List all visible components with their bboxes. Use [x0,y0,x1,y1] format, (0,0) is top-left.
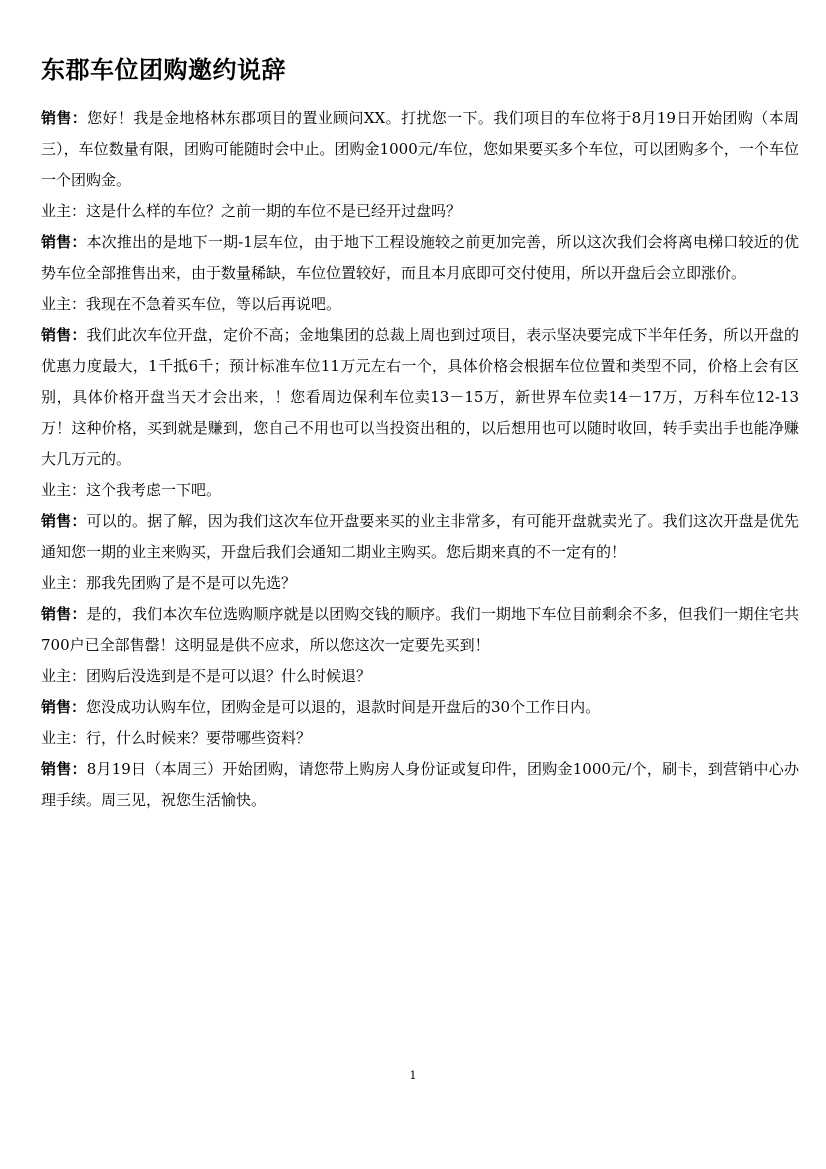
dialogue-line [41,289,799,320]
speaker-label: 业主： [41,481,87,499]
speaker-label: 业主： [41,667,87,685]
dialogue-text: 这是什么样的车位？之前一期的车位不是已经开过盘吗？ [86,202,462,220]
speaker-label: 销售： [41,109,88,127]
dialogue-text: 您好！我是金地格林东郡项目的置业顾问XX。打扰您一下。我们项目的车位将于8月19日开始团购（本周三），车位数量有限，团购可能随时会中止。团购金1000元/车位，您如果要买多个车位，可以团购多个，一个车位一个团购金。 [41,109,799,189]
speaker-label: 业主： [41,729,87,747]
dialogue-line [41,320,799,475]
dialogue-line [41,661,799,692]
dialogue-line [41,103,799,196]
dialogue-line [41,196,799,227]
page-number: 1 [409,1069,417,1082]
speaker-label: 销售： [41,512,87,530]
dialogue-text: 您没成功认购车位，团购金是可以退的，退款时间是开盘后的30个工作日内。 [86,698,601,716]
dialogue-text: 我们此次车位开盘，定价不高；金地集团的总裁上周也到过项目，表示坚决要完成下半年任务，所以开盘的优惠力度最大，1千抵6千；预计标准车位11万元左右一个，具体价格会根据车位位置和类型不同，价格上会有区别，具体价格开盘当天才会出来，！您看周边保利车位卖13－15万，新世界车位卖14－17万，万科车位12-13万！这种价格，买到就是赚到，您自己不用也可以当投资出租的，以后想用也可以随时收回，转手卖出手也能净赚大几万元的。 [41,326,799,468]
speaker-label: 销售： [41,605,87,623]
dialogue-text: 行，什么时候来？要带哪些资料？ [86,729,312,747]
dialogue-text: 本次推出的是地下一期-1层车位，由于地下工程设施较之前更加完善，所以这次我们会将离电梯口较近的优势车位全部推售出来，由于数量稀缺，车位位置较好，而且本月底即可交付使用，所以开盘后会立即涨价。 [41,233,799,282]
dialogue-text: 8月19日（本周三）开始团购，请您带上购房人身份证或复印件，团购金1000元/个，刷卡，到营销中心办理手续。周三见，祝您生活愉快。 [41,760,799,809]
dialogue-line [41,692,799,723]
speaker-label: 销售： [41,326,87,344]
dialogue-text: 我现在不急着买车位，等以后再说吧。 [86,295,342,313]
speaker-label: 业主： [41,574,87,592]
dialogue-text: 可以的。据了解，因为我们这次车位开盘要来买的业主非常多，有可能开盘就卖光了。我们这次开盘是优先通知您一期的业主来购买，开盘后我们会通知二期业主购买。您后期来真的不一定有的！ [41,512,799,561]
dialogue-line [41,599,799,661]
speaker-label: 业主： [41,295,87,313]
speaker-label: 销售： [41,233,87,251]
dialogue-body [41,103,799,816]
speaker-label: 销售： [41,698,87,716]
dialogue-line [41,723,799,754]
dialogue-text: 团购后没选到是不是可以退？什么时候退？ [86,667,372,685]
document-title: 东郡车位团购邀约说辞 [41,56,286,84]
dialogue-line [41,475,799,506]
speaker-label: 销售： [41,760,87,778]
dialogue-line [41,506,799,568]
dialogue-line [41,568,799,599]
speaker-label: 业主： [41,202,87,220]
dialogue-text: 是的，我们本次车位选购顺序就是以团购交钱的顺序。我们一期地下车位目前剩余不多，但我们一期住宅共700户已全部售罄！这明显是供不应求，所以您这次一定要先买到！ [41,605,799,654]
dialogue-text: 这个我考虑一下吧。 [86,481,222,499]
dialogue-text: 那我先团购了是不是可以先选？ [86,574,297,592]
dialogue-line [41,227,799,289]
dialogue-line [41,754,799,816]
